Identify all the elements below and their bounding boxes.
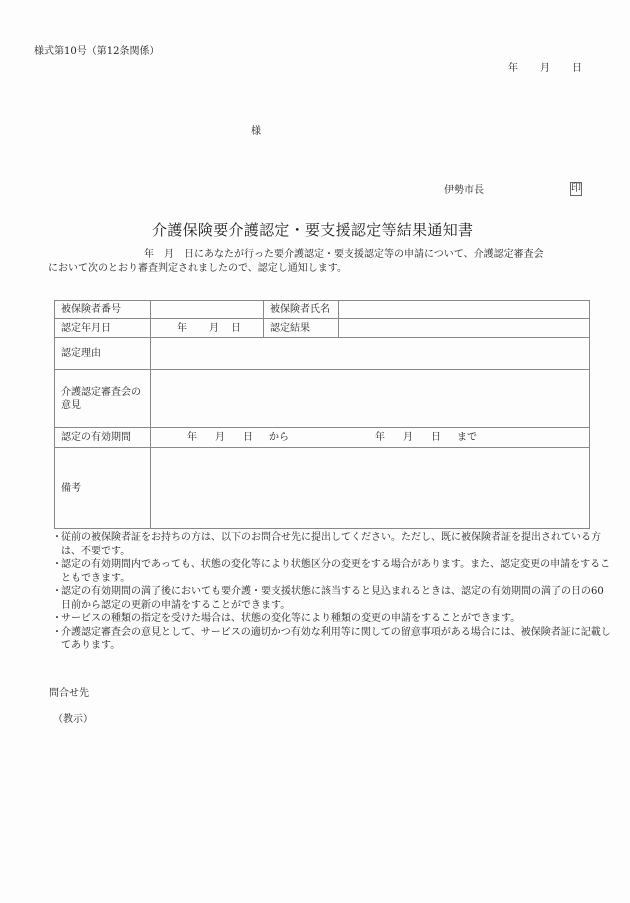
validity-period-field[interactable]: [151, 428, 590, 448]
insured-name-label: 被保険者氏名: [264, 301, 339, 319]
list-item: [52, 612, 612, 626]
insured-number-field[interactable]: [151, 301, 264, 319]
addressee-suffix: 様: [251, 126, 261, 137]
list-item: [52, 626, 612, 653]
table-row: [55, 319, 590, 338]
insured-name-field[interactable]: [339, 301, 590, 319]
table-row: [55, 301, 590, 319]
issuer-name: 伊勢市長: [444, 185, 484, 196]
issue-year: 年: [508, 63, 518, 74]
from-year: 年: [187, 432, 197, 443]
remarks-label: 備考: [55, 448, 151, 529]
from-month: 月: [215, 432, 225, 443]
committee-opinion-field[interactable]: [151, 370, 590, 428]
form-number: 様式第10号（第12条関係）: [34, 46, 160, 57]
cert-result-field[interactable]: [339, 319, 590, 338]
issue-month: 月: [540, 63, 550, 74]
document-title: 介護保険要介護認定・要支援認定等結果通知書: [152, 221, 474, 239]
from-day: 日: [243, 432, 253, 443]
table-row: [55, 370, 590, 428]
remarks-field[interactable]: [151, 448, 590, 529]
list-item: [52, 558, 612, 585]
list-item: [52, 585, 612, 612]
bullet: ・: [52, 586, 62, 597]
note-text: 認定の有効期間内であっても、状態の変化等により状態区分の変更をする場合があります。また、認定変更の申請をすることもできます。: [61, 559, 611, 584]
table-row: [55, 428, 590, 448]
issue-day: 日: [572, 63, 582, 74]
bullet: ・: [52, 626, 62, 638]
intro-paragraph: [48, 248, 588, 276]
note-text: 従前の被保険者証をお持ちの方は、以下のお問合せ先に提出してください。ただし、既に被保険者証を提出されている方は、不要です。: [61, 532, 601, 557]
list-item: [52, 531, 612, 558]
cert-date-field[interactable]: [151, 319, 264, 338]
insured-number-label: 被保険者番号: [55, 301, 151, 319]
issue-date: [508, 62, 582, 75]
bullet: ・: [52, 532, 62, 543]
validity-label: 認定の有効期間: [55, 428, 151, 448]
note-text: 認定の有効期間の満了後においても要介護・要支援状態に該当すると見込まれるときは、認定の有効期間の満了の日の60日前から認定の更新の申請をすることができます。: [61, 586, 604, 611]
bullet: ・: [52, 559, 62, 570]
committee-opinion-label: 介護認定審査会の意見: [55, 370, 151, 428]
note-text: 介護認定審査会の意見として、サービスの適切かつ有効な利用等に関しての留意事項がある場合には、被保険者証に記載してあります。: [61, 626, 611, 651]
cert-date-label: 認定年月日: [55, 319, 151, 338]
notes-list: [52, 531, 612, 653]
contact-label: 問合せ先: [49, 688, 89, 699]
to-day: 日: [431, 432, 441, 443]
cert-month: 月: [209, 322, 219, 334]
to-suffix: まで: [457, 432, 477, 443]
cert-result-label: 認定結果: [264, 319, 339, 338]
instruction-label: （教示）: [53, 714, 93, 725]
note-text: サービスの種類の指定を受けた場合は、状態の変化等により種類の変更の申請をすることができます。: [61, 613, 521, 624]
table-row: [55, 338, 590, 370]
intro-line-1: 年 月 日にあなたが行った要介護認定・要支援認定等の申請について、介護認定審査会: [144, 249, 544, 260]
table-row: [55, 448, 590, 529]
certification-table: [54, 300, 590, 529]
to-month: 月: [403, 432, 413, 443]
cert-year: 年: [177, 322, 187, 334]
intro-line-2: において次のとおり審査判定されましたので、認定し通知します。: [48, 263, 347, 274]
from-suffix: から: [269, 432, 289, 443]
cert-day: 日: [231, 322, 241, 334]
cert-reason-label: 認定理由: [55, 338, 151, 370]
cert-reason-field[interactable]: [151, 338, 590, 370]
seal-icon: 印: [571, 183, 581, 194]
bullet: ・: [52, 613, 62, 624]
to-year: 年: [375, 432, 385, 443]
